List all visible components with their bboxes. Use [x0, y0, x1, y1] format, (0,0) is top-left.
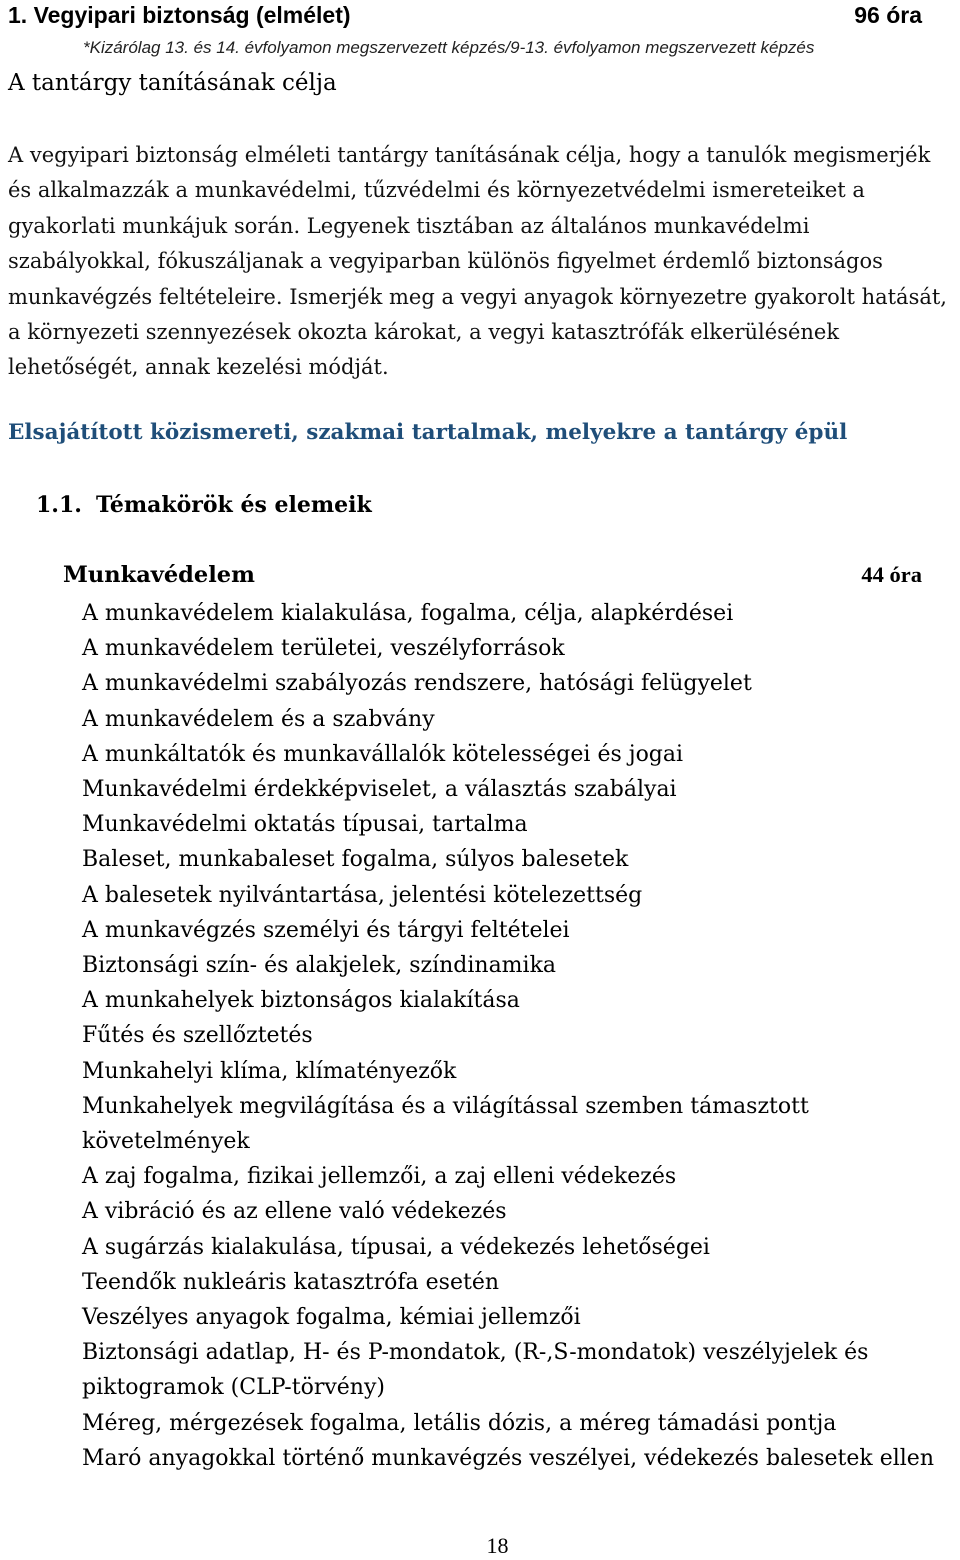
list-item: Biztonsági adatlap, H- és P-mondatok, (R-,S-mondatok) veszélyjelek és piktogramok (CLP-törvény) [82, 1340, 869, 1401]
list-item: A munkavédelem kialakulása, fogalma, célja, alapkérdései [82, 601, 734, 626]
topics-title: Témakörök és elemeik [96, 492, 372, 518]
total-hours: 96 óra [854, 2, 922, 28]
topic-list [82, 596, 960, 1476]
prior-knowledge-heading: Elsajátított közismereti, szakmai tartalmak, melyekre a tantárgy épül [8, 420, 848, 445]
list-item: Munkavédelmi érdekképviselet, a választás szabályai [82, 777, 677, 803]
list-item: Veszélyes anyagok fogalma, kémiai jellemzői [82, 1305, 581, 1331]
goal-heading: A tantárgy tanításának célja [8, 70, 337, 96]
course-note: *Kizárólag 13. és 14. évfolyamon megszervezett képzés/9-13. évfolyamon megszervezett képzés [83, 38, 815, 57]
topics-number: 1.1. [36, 492, 82, 518]
list-item: A munkavédelmi szabályozás rendszere, hatósági felügyelet [82, 671, 752, 697]
list-item: A zaj fogalma, fizikai jellemzői, a zaj elleni védekezés [82, 1164, 677, 1190]
list-item: A munkavégzés személyi és tárgyi feltételei [82, 917, 570, 943]
goal-paragraph: A vegyipari biztonság elméleti tantárgy tanításának célja, hogy a tanulók megismerjék és alkalmazzák a munkavédelmi, tűzvédelmi és környezetvédelmi ismereteiket a gyakorlati munkájuk során. Legyenek tisztában az általános munkavédelmi szabályokkal, fókuszáljanak a vegyiparban különös figyelmet érdemlő biztonságos munkavégzés feltételeire. Ismerjék meg a vegyi anyagok környezetre gyakorolt hatását, a környezeti szennyezések okozta károkat, a vegyi katasztrófák elkerülésének lehetőségét, annak kezelési módját. [8, 143, 947, 380]
list-item: Méreg, mérgezések fogalma, letális dózis, a méreg támadási pontja [82, 1410, 837, 1436]
section-title: Munkavédelem [63, 562, 255, 588]
list-item: Fűtés és szellőztetés [82, 1023, 313, 1049]
list-item: Baleset, munkabaleset fogalma, súlyos balesetek [82, 847, 629, 873]
section-hours: 44 óra [861, 562, 922, 587]
list-item: A munkavédelem és a szabvány [82, 706, 435, 732]
list-item: A sugárzás kialakulása, típusai, a védekezés lehetőségei [82, 1234, 710, 1260]
list-item: Munkavédelmi oktatás típusai, tartalma [82, 812, 528, 838]
list-item: Teendők nukleáris katasztrófa esetén [82, 1269, 500, 1295]
page-number: 18 [486, 1533, 509, 1558]
list-item: Munkahelyek megvilágítása és a világítással szemben támasztott követelmények [82, 1093, 809, 1155]
list-item: A munkáltatók és munkavállalók kötelességei és jogai [82, 741, 684, 767]
topics-heading [36, 492, 372, 518]
list-item: A munkahelyek biztonságos kialakítása [82, 988, 520, 1014]
list-item: A balesetek nyilvántartása, jelentési kötelezettség [82, 882, 643, 908]
list-item: A munkavédelem területei, veszélyforrások [82, 636, 565, 662]
list-item: A vibráció és az ellene való védekezés [82, 1199, 507, 1225]
list-item: Munkahelyi klíma, klímatényezők [82, 1058, 457, 1084]
list-item: Maró anyagokkal történő munkavégzés veszélyei, védekezés balesetek ellen [82, 1445, 934, 1471]
document-title: 1. Vegyipari biztonság (elmélet) [8, 2, 351, 28]
list-item: Biztonsági szín- és alakjelek, színdinamika [82, 953, 557, 979]
